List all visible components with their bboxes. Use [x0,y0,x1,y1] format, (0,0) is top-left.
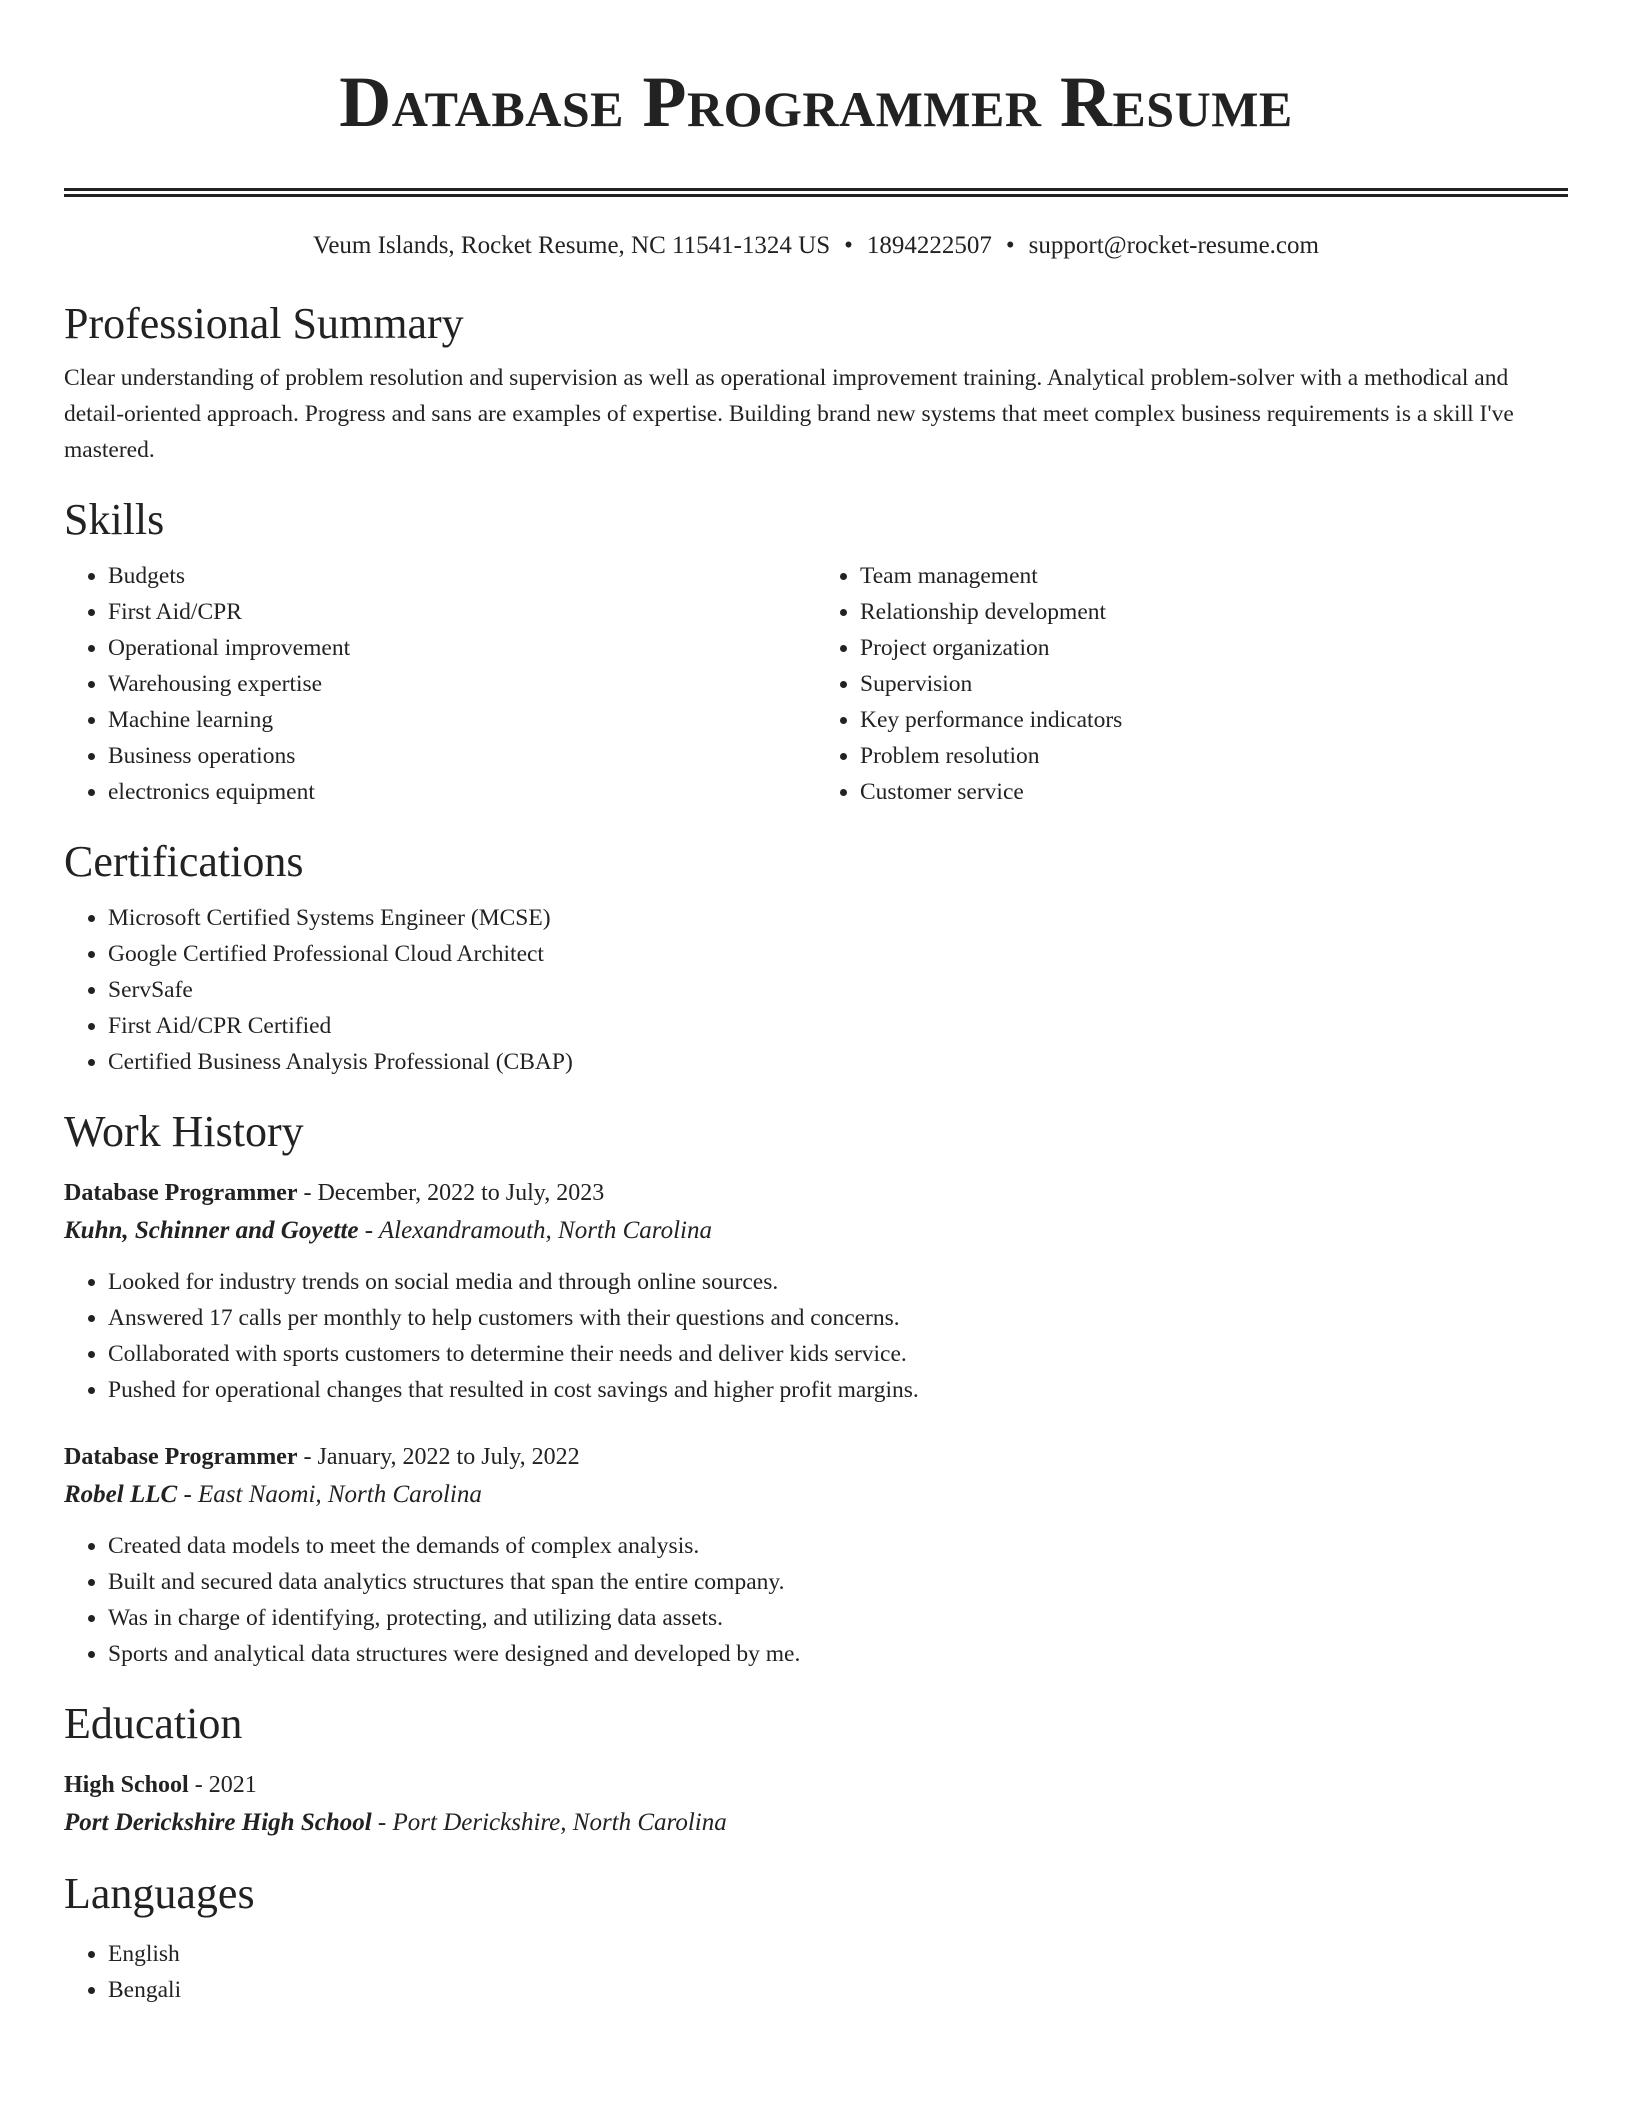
section-heading-languages: Languages [64,1869,255,1918]
section-heading-work-history: Work History [64,1107,304,1156]
skill-item: • electronics equipment [108,774,816,810]
contact-phone: 1894222507 [866,232,992,259]
section-heading-skills: Skills [64,495,165,544]
job-entry [64,1174,1568,1408]
certification-item: • First Aid/CPR Certified [108,1008,1568,1044]
contact-separator: • [1005,232,1015,259]
skill-item: • Machine learning [108,702,816,738]
education-degree: High School [64,1772,189,1798]
job-duties-list [64,1264,1568,1408]
skill-item: • Budgets [108,558,816,594]
skills-list-left [64,558,816,810]
work-history-section [64,1106,1568,1672]
skill-item: • Project organization [860,630,1568,666]
education-degree-line [64,1766,1568,1804]
job-company-line [64,1476,1568,1514]
job-duties-list [64,1528,1568,1672]
job-dates: - January, 2022 to July, 2022 [297,1444,580,1470]
summary-text: Clear understanding of problem resolution and supervision as well as operational improvement training. Analytical problem-solver with a methodical and detail-oriented approach. Progress and sans are examples of expertise. Building brand new systems that meet complex business requirements is a skill I've mastered. [64,365,1514,463]
job-company: Kuhn, Schinner and Goyette [64,1217,359,1244]
skill-item: • First Aid/CPR [108,594,816,630]
job-duty-item: • Collaborated with sports customers to determine their needs and deliver kids service. [108,1336,1568,1372]
job-company: Robel LLC [64,1481,178,1508]
certification-item: • Microsoft Certified Systems Engineer (MCSE) [108,900,1568,936]
job-title-line [64,1174,1568,1212]
skills-list-right [816,558,1568,810]
job-title: Database Programmer [64,1444,298,1470]
education-location: - Port Derickshire, North Carolina [371,1809,727,1836]
professional-summary-section [64,298,1568,468]
job-duty-item: • Was in charge of identifying, protecting, and utilizing data assets. [108,1600,1568,1636]
certification-item: • Certified Business Analysis Professional (CBAP) [108,1044,1568,1080]
languages-list [64,1936,1568,2008]
education-entry [64,1766,1568,1842]
job-entry [64,1438,1568,1672]
section-heading-summary: Professional Summary [64,299,464,348]
certifications-list [64,900,1568,1080]
job-duty-item: • Created data models to meet the demands of complex analysis. [108,1528,1568,1564]
job-dates: - December, 2022 to July, 2023 [297,1180,605,1206]
skill-item: • Problem resolution [860,738,1568,774]
job-location: - Alexandramouth, North Carolina [358,1217,712,1244]
job-duty-item: • Sports and analytical data structures were designed and developed by me. [108,1636,1568,1672]
job-title: Database Programmer [64,1180,298,1206]
certifications-section [64,836,1568,1080]
contact-address: Veum Islands, Rocket Resume, NC 11541-1324 US [313,232,831,259]
skill-item: • Supervision [860,666,1568,702]
skills-section [64,494,1568,810]
contact-email: support@rocket-resume.com [1028,232,1319,259]
job-location: - East Naomi, North Carolina [177,1481,482,1508]
skill-item: • Operational improvement [108,630,816,666]
job-title-line [64,1438,1568,1476]
skills-columns [64,558,1568,810]
language-item: • English [108,1936,1568,1972]
education-year: - 2021 [188,1772,257,1798]
languages-section [64,1868,1568,2008]
job-duty-item: • Looked for industry trends on social media and through online sources. [108,1264,1568,1300]
title-double-rule [64,188,1568,197]
education-school: Port Derickshire High School [64,1809,372,1836]
skill-item: • Relationship development [860,594,1568,630]
certification-item: • Google Certified Professional Cloud Architect [108,936,1568,972]
section-heading-certifications: Certifications [64,837,304,886]
skill-item: • Customer service [860,774,1568,810]
resume-title: Database Programmer Resume [339,62,1293,142]
job-company-line [64,1212,1568,1250]
skill-item: • Team management [860,558,1568,594]
contact-line [64,230,1568,262]
language-item: • Bengali [108,1972,1568,2008]
skill-item: • Key performance indicators [860,702,1568,738]
contact-separator: • [844,232,853,259]
education-section [64,1698,1568,1842]
job-duty-item: • Answered 17 calls per monthly to help customers with their questions and concerns. [108,1300,1568,1336]
job-duty-item: • Pushed for operational changes that resulted in cost savings and higher profit margins. [108,1372,1568,1408]
skill-item: • Warehousing expertise [108,666,816,702]
skill-item: • Business operations [108,738,816,774]
certification-item: • ServSafe [108,972,1568,1008]
job-duty-item: • Built and secured data analytics structures that span the entire company. [108,1564,1568,1600]
education-school-line [64,1804,1568,1842]
section-heading-education: Education [64,1699,243,1748]
